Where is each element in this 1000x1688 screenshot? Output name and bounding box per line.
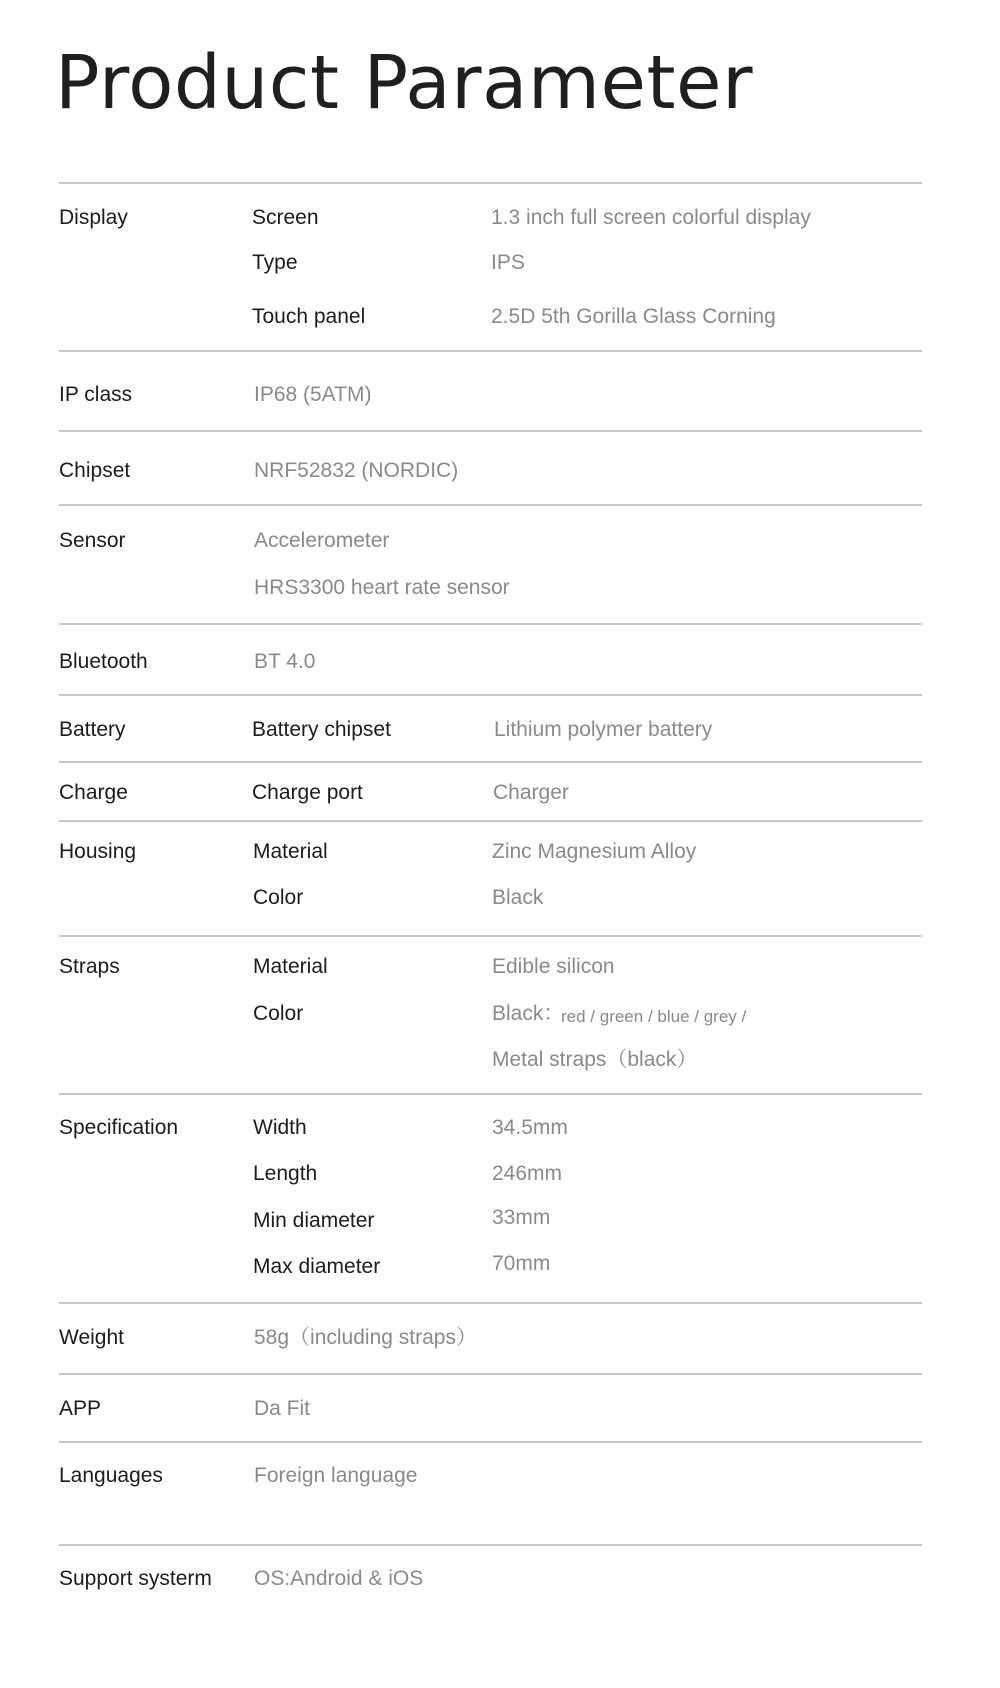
param-value-weight: 58g（including straps） bbox=[254, 1326, 477, 1349]
category-ip-class: IP class bbox=[59, 383, 133, 406]
param-value-touch-panel: 2.5D 5th Gorilla Glass Corning bbox=[491, 305, 776, 328]
param-value-bluetooth: BT 4.0 bbox=[254, 650, 316, 673]
param-value-sensor-accelerometer: Accelerometer bbox=[254, 529, 390, 552]
divider bbox=[59, 761, 922, 763]
category-bluetooth: Bluetooth bbox=[59, 650, 148, 673]
param-value-straps-color-options: red / green / blue / grey / bbox=[561, 1007, 747, 1026]
divider bbox=[59, 820, 922, 822]
divider bbox=[59, 1441, 922, 1443]
category-straps: Straps bbox=[59, 955, 120, 978]
param-value-straps-color-main: Black： bbox=[492, 1002, 565, 1025]
divider bbox=[59, 350, 922, 352]
divider bbox=[59, 1544, 922, 1546]
param-value-straps-material: Edible silicon bbox=[492, 955, 615, 978]
param-value-length: 246mm bbox=[492, 1162, 563, 1185]
divider bbox=[59, 694, 922, 696]
param-label-housing-material: Material bbox=[253, 840, 328, 863]
category-support-system: Support systerm bbox=[59, 1567, 212, 1590]
category-charge: Charge bbox=[59, 781, 128, 804]
param-label-battery-chipset: Battery chipset bbox=[252, 718, 391, 741]
param-label-straps-material: Material bbox=[253, 955, 328, 978]
category-weight: Weight bbox=[59, 1326, 124, 1349]
category-battery: Battery bbox=[59, 718, 126, 741]
param-value-width: 34.5mm bbox=[492, 1116, 568, 1139]
param-value-straps-metal: Metal straps（black） bbox=[492, 1048, 698, 1071]
category-display: Display bbox=[59, 206, 128, 229]
param-label-length: Length bbox=[253, 1162, 318, 1185]
page-title: Product Parameter bbox=[55, 40, 753, 126]
category-housing: Housing bbox=[59, 840, 137, 863]
param-value-languages: Foreign language bbox=[254, 1464, 418, 1487]
param-value-ip-class: IP68 (5ATM) bbox=[254, 383, 372, 406]
param-value-housing-material: Zinc Magnesium Alloy bbox=[492, 840, 697, 863]
param-value-support-system: OS:Android & iOS bbox=[254, 1567, 424, 1590]
divider bbox=[59, 1302, 922, 1304]
category-app: APP bbox=[59, 1397, 102, 1420]
param-label-screen: Screen bbox=[252, 206, 319, 229]
param-value-charge: Charger bbox=[493, 781, 569, 804]
param-label-straps-color: Color bbox=[253, 1002, 304, 1025]
param-label-touch-panel: Touch panel bbox=[252, 305, 366, 328]
param-label-housing-color: Color bbox=[253, 886, 304, 909]
param-value-min-diameter: 33mm bbox=[492, 1206, 551, 1229]
param-value-type: IPS bbox=[491, 251, 525, 274]
param-value-battery: Lithium polymer battery bbox=[494, 718, 713, 741]
divider bbox=[59, 1093, 922, 1095]
param-value-max-diameter: 70mm bbox=[492, 1252, 551, 1275]
category-sensor: Sensor bbox=[59, 529, 126, 552]
divider bbox=[59, 935, 922, 937]
category-languages: Languages bbox=[59, 1464, 163, 1487]
param-value-sensor-heart-rate: HRS3300 heart rate sensor bbox=[254, 576, 510, 599]
param-label-charge-port: Charge port bbox=[252, 781, 363, 804]
param-label-width: Width bbox=[253, 1116, 307, 1139]
param-label-max-diameter: Max diameter bbox=[253, 1255, 381, 1278]
category-specification: Specification bbox=[59, 1116, 179, 1139]
param-value-chipset: NRF52832 (NORDIC) bbox=[254, 459, 459, 482]
divider bbox=[59, 623, 922, 625]
param-value-app: Da Fit bbox=[254, 1397, 311, 1420]
param-value-housing-color: Black bbox=[492, 886, 544, 909]
param-label-type: Type bbox=[252, 251, 298, 274]
param-label-min-diameter: Min diameter bbox=[253, 1209, 375, 1232]
param-value-screen: 1.3 inch full screen colorful display bbox=[491, 206, 811, 229]
divider bbox=[59, 1373, 922, 1375]
divider bbox=[59, 504, 922, 506]
divider bbox=[59, 182, 922, 184]
divider bbox=[59, 430, 922, 432]
category-chipset: Chipset bbox=[59, 459, 131, 482]
